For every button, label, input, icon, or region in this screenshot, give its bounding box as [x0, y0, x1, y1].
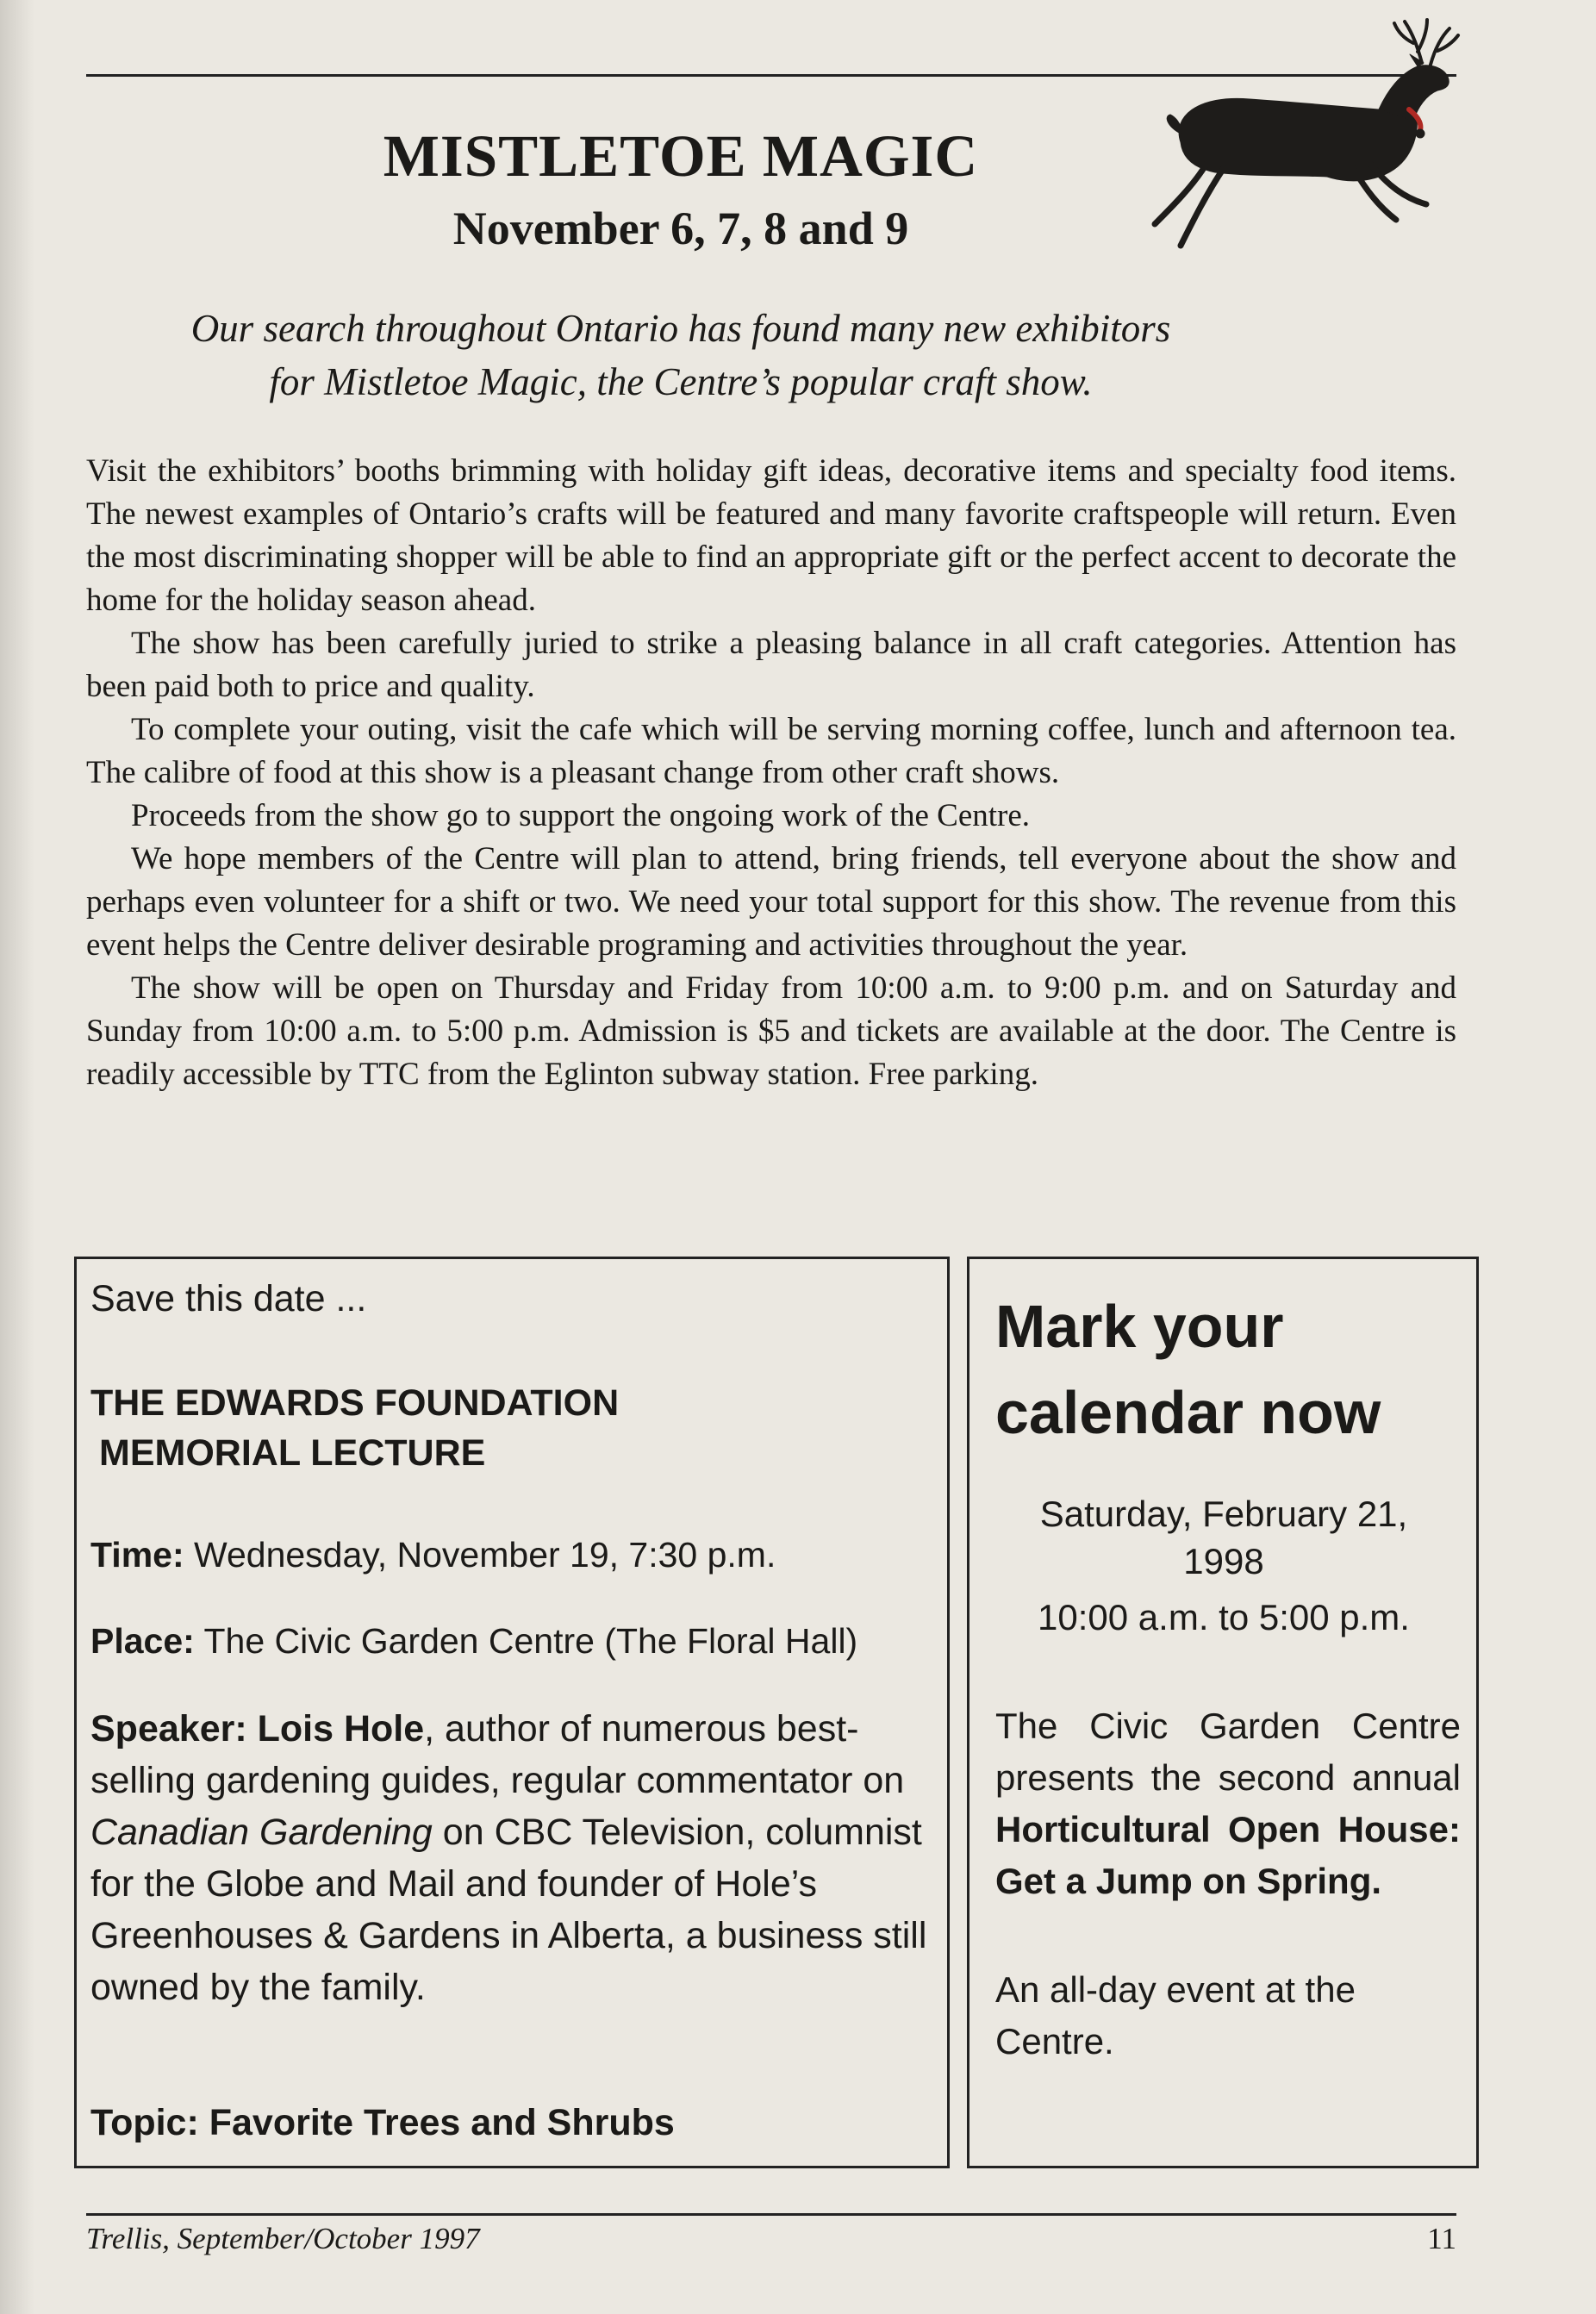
event-time: 10:00 a.m. to 5:00 p.m. — [1038, 1597, 1410, 1637]
speaker-name: Lois Hole — [257, 1708, 425, 1750]
topic-value: Favorite Trees and Shrubs — [209, 2102, 675, 2143]
page-number: 11 — [1427, 2222, 1456, 2255]
bottom-rule — [86, 2213, 1456, 2216]
paragraph: To complete your outing, visit the cafe which will be serving morning coffee, lunch and afternoon tea. The calibre of food at this show is a pleasant change from other craft shows. — [86, 712, 1456, 790]
place-value: The Civic Garden Centre (The Floral Hall) — [203, 1621, 858, 1661]
calendar-box — [967, 1257, 1479, 2168]
intro-line: Our search throughout Ontario has found many new exhibitors — [190, 307, 1171, 350]
paragraph: The show will be open on Thursday and Friday from 10:00 a.m. to 9:00 p.m. and on Saturday and Sunday from 10:00 a.m. to 5:00 p.m. Admission is $5 and tickets are available at the door. The Centre is readily accessible by TTC from the Eglinton subway station. Free parking. — [86, 970, 1456, 1092]
paragraph: We hope members of the Centre will plan to attend, bring friends, tell everyone about the show and perhaps even volunteer for a shift or two. We need your total support for this show. The revenue from this event helps the Centre deliver desirable programing and activities throughout the year. — [86, 841, 1456, 963]
lecture-place — [90, 1621, 857, 1662]
event-date-line: Saturday, February 21, — [1039, 1494, 1408, 1534]
speaker-bio-cont: on CBC Television, columnist for the Globe and Mail and founder of Hole’s Greenhouses & Gardens in Alberta, a business still owned by the family. — [90, 1812, 927, 2008]
event-date-line: 1998 — [1183, 1541, 1264, 1581]
page-edge-shadow — [0, 0, 34, 2314]
article-body — [86, 450, 1456, 1096]
article-dates: November 6, 7, 8 and 9 — [452, 203, 909, 254]
time-label: Time: — [90, 1535, 184, 1575]
time-value: Wednesday, November 19, 7:30 p.m. — [194, 1535, 776, 1575]
paragraph: The show has been carefully juried to strike a pleasing balance in all craft categories. Attention has been paid both to price and quality. — [86, 626, 1456, 704]
lecture-topic — [90, 2102, 675, 2144]
lecture-time — [90, 1535, 776, 1575]
presents-text: The Civic Garden Centre presents the second annual — [995, 1706, 1461, 1798]
lecture-box — [74, 1257, 950, 2168]
event-name: Horticultural Open House: Get a Jump on Spring. — [995, 1809, 1461, 1901]
event-date — [978, 1490, 1469, 1585]
lecture-title-line: MEMORIAL LECTURE — [99, 1432, 486, 1474]
intro-line: for Mistletoe Magic, the Centre’s popular craft show. — [269, 360, 1093, 403]
event-description — [995, 1700, 1461, 1907]
footer-publication: Trellis, September/October 1997 — [86, 2222, 480, 2255]
lecture-title — [90, 1378, 619, 1478]
lecture-title-line: THE EDWARDS FOUNDATION — [90, 1382, 620, 1424]
speaker-bio: , author of numerous best-selling gardening guides, regular commentator on — [90, 1708, 905, 1801]
speaker-publication: Canadian Gardening — [90, 1812, 433, 1853]
calendar-title-line: Mark your — [995, 1293, 1284, 1360]
calendar-title — [995, 1283, 1381, 1456]
article-title: MISTLETOE MAGIC — [383, 123, 979, 189]
event-allday: An all-day event at the Centre. — [995, 1969, 1356, 2061]
save-date-label: Save this date ... — [90, 1278, 367, 1319]
lecture-speaker — [90, 1703, 937, 2013]
topic-label: Topic: — [90, 2102, 199, 2143]
calendar-title-line: calendar now — [995, 1379, 1381, 1446]
paragraph: Visit the exhibitors’ booths brimming with holiday gift ideas, decorative items and specialty food items. The newest examples of Ontario’s crafts will be featured and many favorite craftspeople will return. Even the most discriminating shopper will be able to find an appropriate gift or the perfect accent to decorate the home for the holiday season ahead. — [86, 453, 1456, 618]
article-intro — [86, 302, 1275, 409]
place-label: Place: — [90, 1621, 195, 1661]
leaping-deer-icon — [1120, 13, 1499, 297]
paragraph: Proceeds from the show go to support the ongoing work of the Centre. — [131, 798, 1031, 833]
speaker-label: Speaker: — [90, 1708, 247, 1750]
